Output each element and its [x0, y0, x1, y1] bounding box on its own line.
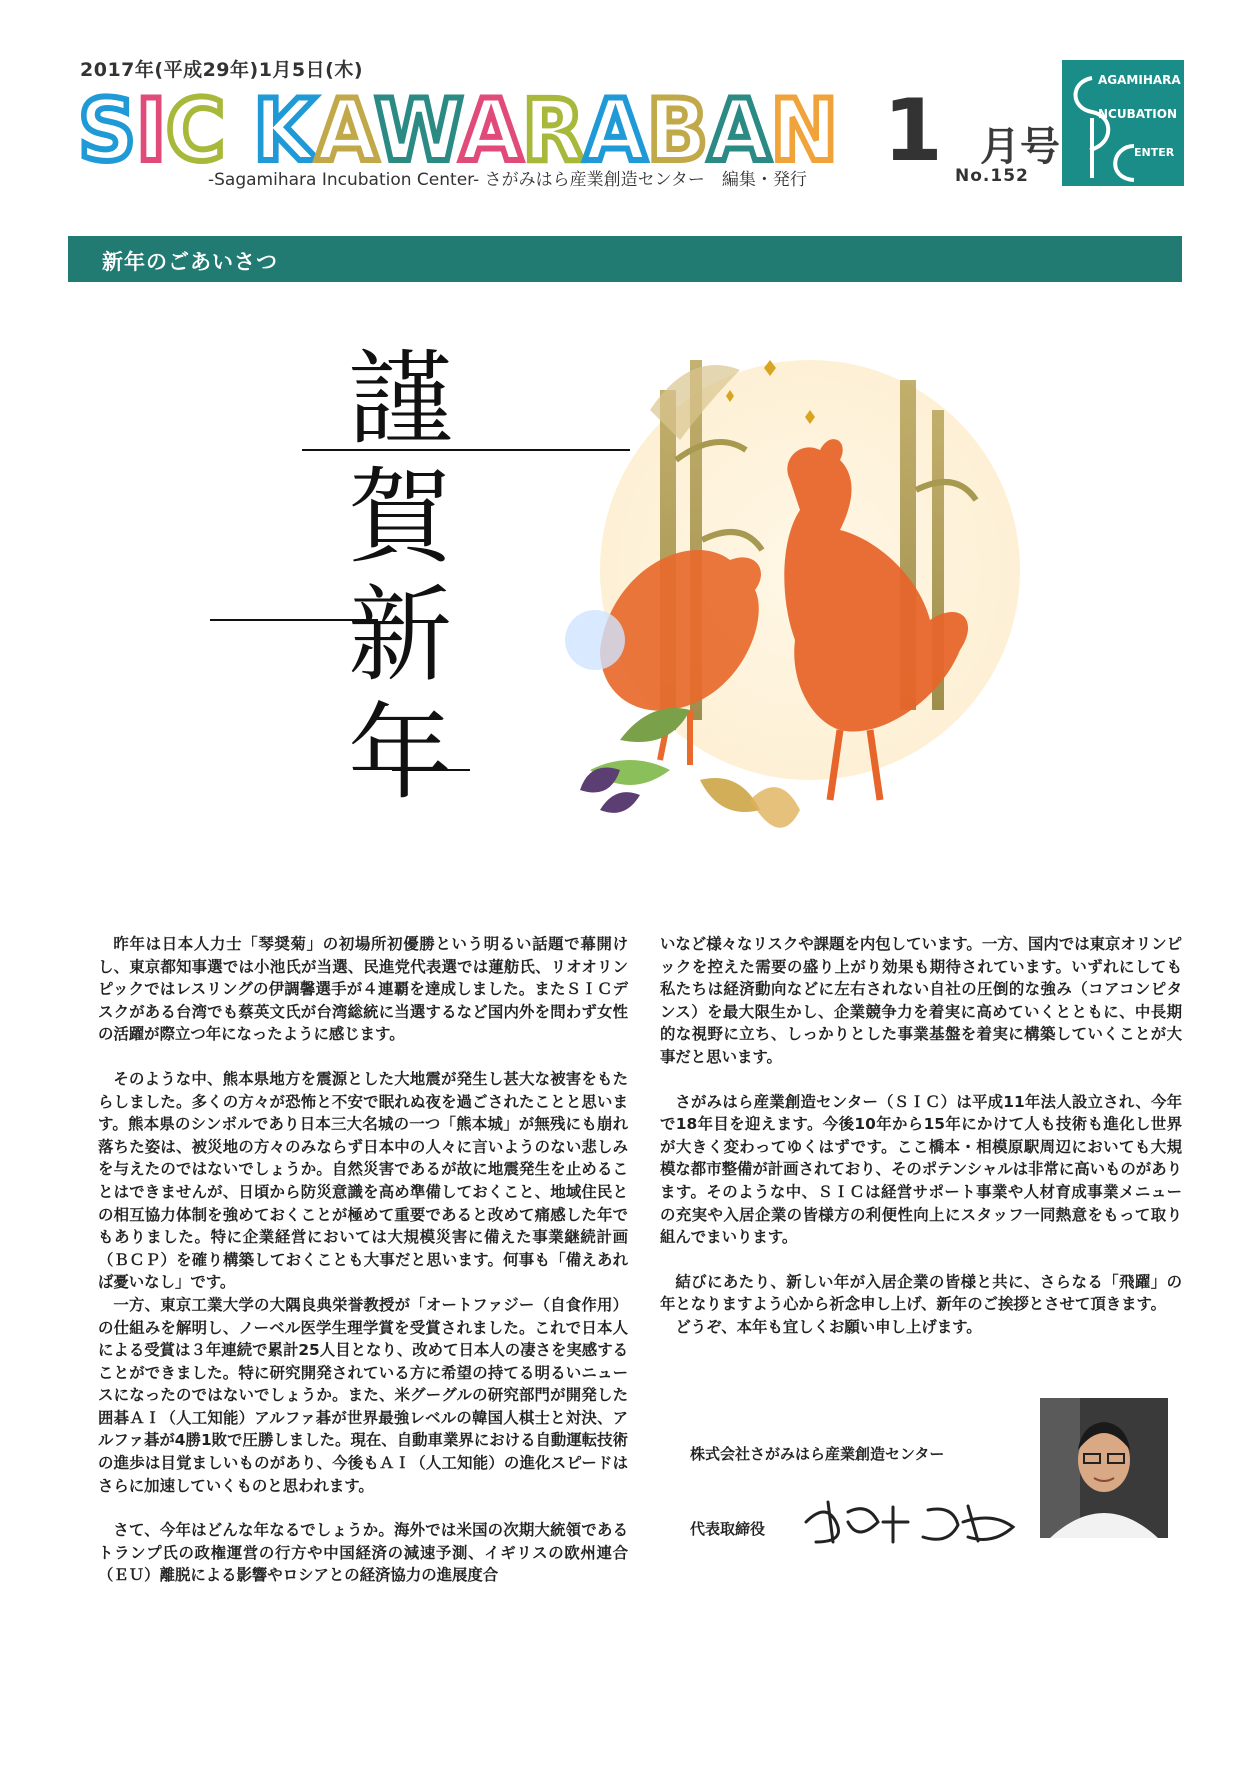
body-paragraph: さて、今年はどんな年なるでしょうか。海外では米国の次期大統領であるトランプ氏の政権運営の行方や中国経済の減速予測、イギリスの欧州連合（ＥＵ）離脱による影響やロシアとの経済協力の進展度合 [98, 1521, 628, 1585]
sic-logo [1062, 60, 1184, 186]
company-name: 株式会社さがみはら産業創造センター [690, 1445, 945, 1463]
body-paragraph: 昨年は日本人力士「琴奨菊」の初場所初優勝という明るい話題で幕開けし、東京都知事選では小池氏が当選、民進党代表選では蓮舫氏、リオオリンピックではレスリングの伊調馨選手が４連覇を達成しました。またＳＩＣデスクがある台湾でも蔡英文氏が台湾総統に当選するなど国内外を問わず女性の活躍が際立つ年になったように感じます。 [98, 935, 628, 1044]
body-paragraph: さがみはら産業創造センター（ＳＩＣ）は平成11年法人設立され、今年で18年目を迎えます。今後10年から15年にかけて人も技術も進化し世界が大きく変わってゆくはずです。ここ橋本・相模原駅周辺においても大規模な都市整備が計画されており、そのポテンシャルは非常に高いものがあります。そのような中、ＳＩＣは経営サポート事業や人材育成事業メニューの充実や入居企業の皆様方の利便性向上にスタッフ一同熱意をもって取り組んでまいります。 [660, 1092, 1182, 1247]
logo-line2: NCUBATION [1098, 107, 1177, 121]
greeting-char-4: 年 [347, 692, 452, 814]
body-column-left [98, 933, 628, 1587]
logo-line3: ENTER [1134, 146, 1175, 159]
body-paragraph: いなど様々なリスクや課題を内包しています。一方、国内では東京オリンピックを控えた需要の盛り上がり効果も期待されています。いずれにしても私たちは経済動向などに左右されない自社の圧倒的な強み（コアコンピタンス）を最大限生かし、企業競争力を着実に高めていくとともに、中長期的な視野に立ち、しっかりとした事業基盤を着実に構築していくことが大事だと思います。 [660, 935, 1182, 1066]
greeting-char-3: 新 [347, 574, 452, 696]
section-title: 新年のごあいさつ [102, 250, 278, 274]
issue-number: No.152 [955, 166, 1029, 186]
issue-date: 2017年(平成29年)1月5日(木) [80, 59, 363, 81]
body-paragraph: 結びにあたり、新しい年が入居企業の皆様と共に、さらなる「飛躍」の年となりますよう心から祈念申し上げ、新年のご挨拶とさせて頂きます。 [660, 1272, 1182, 1314]
body-paragraph: そのような中、熊本県地方を震源とした大地震が発生し甚大な被害をもたらしました。多くの方々が恐怖と不安で眠れぬ夜を過ごされたことと思います。熊本県のシンボルであり日本三大名城の一つ「熊本城」が無残にも崩れ落ちた姿は、被災地の方々のみならず日本中の人々に言いようのない悲しみを与えたのではないでしょうか。自然災害であるが故に地震発生を止めることはできませんが、日頃から防災意識を高め準備しておくこと、地域住民との相互協力体制を強めておくことが極めて重要であると改めて痛感した年でもありました。特に企業経営においては大規模災害に備えた事業継続計画（ＢＣＰ）を確り構築しておくことも大事だと思います。何事も「備えあれば憂いなし」です。 [98, 1069, 628, 1292]
body-paragraph: どうぞ、本年も宜しくお願い申し上げます。 [675, 1317, 982, 1336]
section-header-bar [68, 236, 1182, 282]
handwritten-signature [798, 1492, 1028, 1552]
masthead-text: SIC KAWARABAN [78, 81, 843, 180]
representative-title: 代表取締役 [690, 1520, 766, 1538]
body-column-right [660, 933, 1182, 1339]
body-paragraph: 一方、東京工業大学の大隅良典栄誉教授が「オートファジー（自食作用）の仕組みを解明し、ノーベル医学生理学賞を受賞されました。これで日本人による受賞は３年連続で累計25人目となり、改めて日本人の凄さを実感することができました。特に研究開発されている方に希望の持てる明るいニュースになったのではないでしょうか。また、米グーグルの研究部門が開発した囲碁ＡＩ（人工知能）アルファ碁が世界最強レベルの韓国人棋士と対決、アルファ碁が4勝1敗で圧勝しました。現在、自動車業界における自動運転技術の進歩は目覚ましいものがあり、今後もＡＩ（人工知能）の進化スピードはさらに加速していくものと思われます。 [98, 1295, 628, 1495]
publisher-line: -Sagamihara Incubation Center- さがみはら産業創造センター 編集・発行 [208, 170, 807, 190]
greeting-char-2: 賀 [347, 456, 452, 578]
month-number: 1 [883, 81, 943, 180]
representative-photo [1040, 1398, 1168, 1538]
month-suffix: 月号 [980, 124, 1060, 170]
greeting-char-1: 謹 [347, 338, 452, 460]
logo-line1: AGAMIHARA [1098, 73, 1181, 87]
rooster-illustration [540, 320, 1020, 880]
